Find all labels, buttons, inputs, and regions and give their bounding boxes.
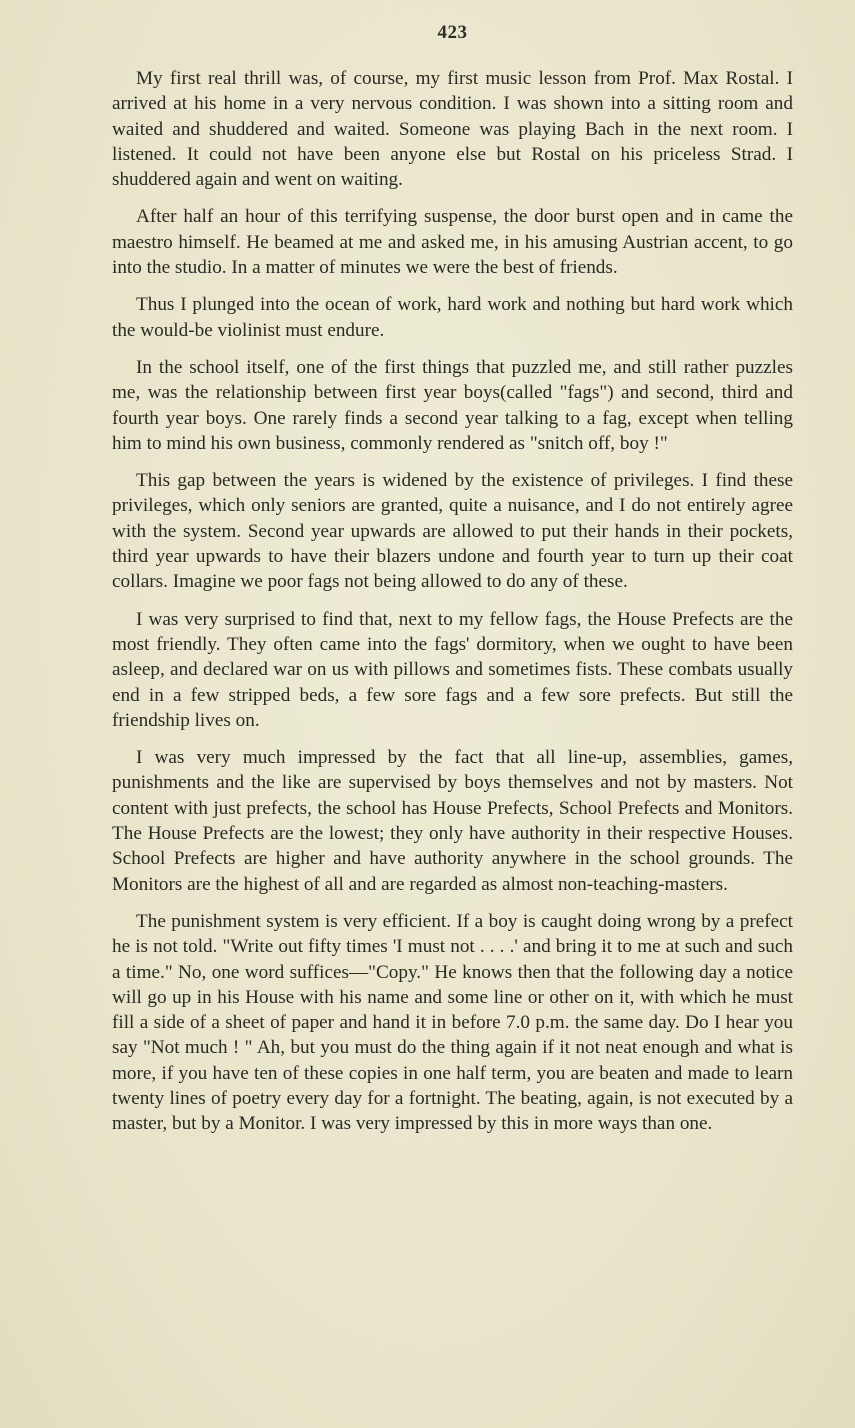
- paragraph-hard-work: Thus I plunged into the ocean of work, hard work and nothing but hard work which the would-be violinist must endure.: [112, 294, 793, 341]
- paragraph-supervision: I was very much impressed by the fact that all line-up, assemblies, games, punishments and the like are supervised by boys themselves and not by masters. Not content with just prefects, the school has House Prefects, School Prefects and Monitors. The House Prefects are the lowest; they only have authority in their respective Houses. School Prefects are higher and have authority anywhere in the school grounds. The Monitors are the highest of all and are regarded as almost non-teaching-masters.: [112, 747, 793, 895]
- page-number: 423: [437, 22, 468, 43]
- paragraph-fags: In the school itself, one of the first things that puzzled me, and still rather puzzles me, was the relationship between first year boys(called "fags") and second, third and fourth year boys. One rarely finds a second year talking to a fag, except when telling him to mind his own business, commonly rendered as "snitch off, boy !": [112, 356, 793, 454]
- paragraph-maestro: After half an hour of this terrifying suspense, the door burst open and in came the maestro himself. He beamed at me and asked me, in his amusing Austrian accent, to go into the studio. In a matter of minutes we were the best of friends.: [112, 206, 793, 279]
- paragraph-privileges: This gap between the years is widened by the existence of privileges. I find these privileges, which only seniors are granted, quite a nuisance, and I do not entirely agree with the system. Second year upwards are allowed to put their hands in their pockets, third year upwards to have their blazers undone and fourth year to turn up their coat collars. Imagine we poor fags not being allowed to do any of these.: [112, 470, 793, 593]
- paragraph-house-prefects: I was very surprised to find that, next to my fellow fags, the House Prefects are the most friendly. They often came into the fags' dormitory, when we ought to have been asleep, and declared war on us with pillows and sometimes fists. These combats usually end in a few stripped beds, a few sore fags and a few sore prefects. But still the friendship lives on.: [112, 608, 793, 731]
- paragraph-punishment: The punishment system is very efficient. If a boy is caught doing wrong by a prefect he is not told. "Write out fifty times 'I must not . . . .' and bring it to me at such and such a time." No, one word suffices—"Copy." He knows then that the following day a notice will go up in his House with his name and some line or other on it, with which he must fill a side of a sheet of paper and hand it in before 7.0 p.m. the same day. Do I hear you say "Not much ! " Ah, but you must do the thing again if it not neat enough and what is more, if you have ten of these copies in one half term, you are beaten and made to learn twenty lines of poetry every day for a fortnight. The beating, again, is not executed by a master, but by a Monitor. I was very impressed by this in more ways than one.: [112, 910, 793, 1135]
- paragraph-music-lesson: My first real thrill was, of course, my first music lesson from Prof. Max Rostal. I arrived at his home in a very nervous condition. I was shown into a sitting room and waited and shuddered and waited. Someone was playing Bach in the next room. I listened. It could not have been anyone else but Rostal on his priceless Strad. I shuddered again and went on waiting.: [112, 68, 793, 191]
